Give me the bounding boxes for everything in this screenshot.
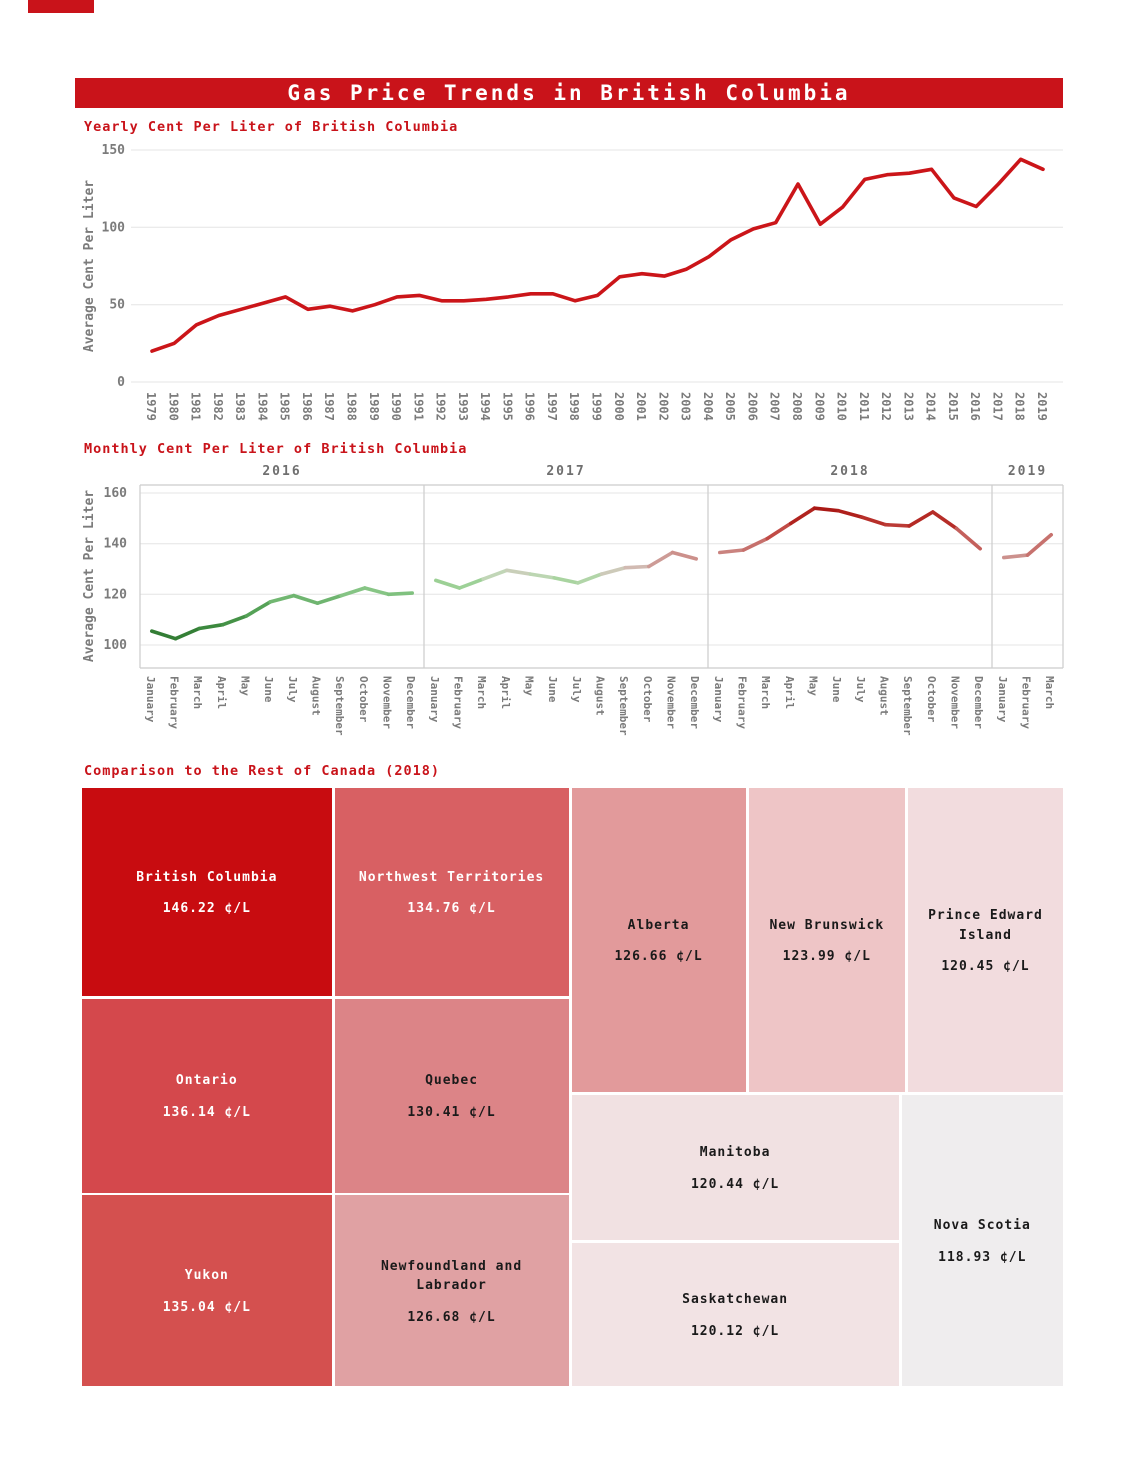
svg-text:March: March xyxy=(191,676,205,710)
treemap-cell-prince-edward-island xyxy=(908,788,1063,1092)
treemap-cell-value: 136.14 ¢/L xyxy=(162,1104,251,1120)
svg-text:1981: 1981 xyxy=(188,392,203,421)
treemap-cell-nova-scotia xyxy=(902,1095,1063,1386)
svg-text:February: February xyxy=(451,676,465,729)
svg-text:January: January xyxy=(995,676,1009,723)
svg-text:1994: 1994 xyxy=(478,392,493,421)
svg-text:November: November xyxy=(380,676,394,729)
treemap-cell-quebec xyxy=(335,999,569,1193)
svg-text:1990: 1990 xyxy=(389,392,404,421)
treemap-cell-name: Newfoundland and Labrador xyxy=(380,1258,523,1294)
svg-text:1979: 1979 xyxy=(144,392,158,421)
svg-text:1993: 1993 xyxy=(455,392,470,421)
svg-text:2002: 2002 xyxy=(656,392,671,421)
facet-year-label: 2017 xyxy=(546,464,586,479)
svg-text:2015: 2015 xyxy=(945,392,960,421)
treemap-cell-value: 123.99 ¢/L xyxy=(782,949,871,965)
treemap-cell-name: Nova Scotia xyxy=(933,1218,1031,1234)
svg-text:2004: 2004 xyxy=(700,392,715,421)
treemap-cell-new-brunswick xyxy=(749,788,905,1092)
month-labels-2019 xyxy=(996,676,1056,729)
svg-text:2012: 2012 xyxy=(879,392,894,421)
treemap-cell-british-columbia xyxy=(82,788,332,996)
svg-text:120: 120 xyxy=(103,587,127,603)
svg-text:2007: 2007 xyxy=(767,392,782,421)
facet-year-label: 2019 xyxy=(1007,464,1048,479)
svg-text:February: February xyxy=(1019,676,1033,729)
svg-text:2017: 2017 xyxy=(990,392,1005,421)
svg-text:1985: 1985 xyxy=(277,392,292,421)
treemap-cell-value: 120.44 ¢/L xyxy=(690,1176,780,1192)
svg-text:1999: 1999 xyxy=(589,392,604,421)
treemap-title: Comparison to the Rest of Canada (2018) xyxy=(84,763,440,779)
svg-text:May: May xyxy=(522,676,536,696)
svg-text:March: March xyxy=(759,676,773,710)
svg-text:April: April xyxy=(214,676,228,710)
svg-text:160: 160 xyxy=(103,486,127,502)
svg-text:October: October xyxy=(640,676,654,723)
svg-text:May: May xyxy=(806,676,820,696)
facet-borders xyxy=(140,485,1063,668)
monthly-trend-line-2017 xyxy=(436,553,696,589)
treemap-cell-name: Manitoba xyxy=(699,1145,771,1161)
yearly-x-tick-labels xyxy=(144,392,1049,421)
svg-text:1992: 1992 xyxy=(433,392,448,421)
svg-text:0: 0 xyxy=(117,375,125,390)
svg-text:July: July xyxy=(285,676,299,703)
svg-text:2016: 2016 xyxy=(968,392,983,421)
svg-text:September: September xyxy=(333,676,347,736)
facet-year-label: 2018 xyxy=(830,464,870,479)
svg-text:July: July xyxy=(569,676,583,703)
svg-text:2011: 2011 xyxy=(856,392,871,421)
treemap-cell-name: Alberta xyxy=(627,917,690,933)
treemap-cell-name: British Columbia xyxy=(136,869,278,885)
svg-text:1982: 1982 xyxy=(210,392,225,421)
svg-text:1980: 1980 xyxy=(166,392,181,421)
monthly-trend-line-2016 xyxy=(152,588,412,639)
svg-text:June: June xyxy=(546,676,560,703)
monthly-y-tick-labels xyxy=(104,486,128,653)
monthly-trend-line-2018 xyxy=(720,508,980,552)
yearly-y-tick-labels xyxy=(102,143,126,390)
svg-text:August: August xyxy=(877,676,891,716)
svg-text:50: 50 xyxy=(109,297,125,313)
yearly-chart-title: Yearly Cent Per Liter of British Columbia xyxy=(84,119,459,135)
treemap-cell-value: 120.45 ¢/L xyxy=(941,959,1030,975)
svg-text:January: January xyxy=(711,676,725,723)
svg-text:August: August xyxy=(593,676,607,716)
treemap-cell-name: Ontario xyxy=(175,1073,238,1089)
svg-text:April: April xyxy=(498,676,512,710)
yearly-line-chart xyxy=(75,138,1065,438)
treemap-cell-value: 135.04 ¢/L xyxy=(162,1299,251,1315)
svg-text:June: June xyxy=(262,676,276,703)
treemap-cell-value: 126.68 ¢/L xyxy=(407,1309,496,1325)
svg-text:1998: 1998 xyxy=(567,392,582,421)
treemap-cell-saskatchewan xyxy=(572,1243,899,1386)
treemap-cell-ontario xyxy=(82,999,332,1193)
svg-text:1983: 1983 xyxy=(233,392,248,421)
svg-text:150: 150 xyxy=(101,143,125,158)
svg-text:100: 100 xyxy=(101,220,125,236)
svg-text:1995: 1995 xyxy=(500,392,515,421)
treemap-cell-name: New Brunswick xyxy=(769,917,885,933)
svg-text:March: March xyxy=(475,676,489,710)
canada-price-treemap xyxy=(82,788,1063,1386)
title-banner xyxy=(75,78,1063,108)
svg-text:February: February xyxy=(735,676,749,729)
treemap-cell-value: 126.66 ¢/L xyxy=(614,949,703,965)
treemap-cell-value: 146.22 ¢/L xyxy=(162,901,251,917)
svg-text:2010: 2010 xyxy=(834,392,849,421)
month-labels-2016 xyxy=(144,676,417,736)
page-title: Gas Price Trends in British Columbia xyxy=(287,81,851,105)
svg-text:2000: 2000 xyxy=(611,392,626,421)
month-labels-2017 xyxy=(428,676,701,736)
svg-text:December: December xyxy=(688,676,702,729)
svg-text:August: August xyxy=(309,676,323,716)
svg-text:1997: 1997 xyxy=(544,392,559,421)
monthly-trend-line-2019 xyxy=(1004,535,1051,558)
facet-year-label: 2016 xyxy=(262,464,302,479)
treemap-cell-value: 118.93 ¢/L xyxy=(938,1249,1027,1265)
svg-text:1986: 1986 xyxy=(299,392,314,421)
svg-text:May: May xyxy=(238,676,252,696)
svg-text:2013: 2013 xyxy=(901,392,916,421)
svg-text:December: December xyxy=(404,676,418,729)
svg-text:1991: 1991 xyxy=(411,392,426,421)
svg-text:2008: 2008 xyxy=(789,392,804,421)
svg-text:September: September xyxy=(617,676,631,736)
treemap-cell-value: 130.41 ¢/L xyxy=(407,1104,496,1120)
svg-text:1984: 1984 xyxy=(255,392,270,421)
treemap-cell-name: Saskatchewan xyxy=(682,1292,789,1308)
svg-text:1987: 1987 xyxy=(322,392,337,421)
treemap-cell-newfoundland-and-labrador xyxy=(335,1195,569,1386)
monthly-chart-title: Monthly Cent Per Liter of British Columbia xyxy=(84,441,468,457)
treemap-cell-alberta xyxy=(572,788,746,1092)
corner-red-mark xyxy=(28,0,94,13)
monthly-faceted-line-chart xyxy=(75,458,1065,762)
svg-text:2018: 2018 xyxy=(1012,392,1027,421)
yearly-grid xyxy=(131,150,1063,382)
svg-text:February: February xyxy=(167,676,181,729)
treemap-cell-yukon xyxy=(82,1195,332,1386)
svg-text:January: January xyxy=(427,676,441,723)
svg-text:100: 100 xyxy=(103,638,127,653)
treemap-cell-value: 134.76 ¢/L xyxy=(407,901,496,917)
treemap-cell-name: Quebec xyxy=(425,1073,479,1089)
svg-text:2006: 2006 xyxy=(745,392,760,421)
svg-text:2003: 2003 xyxy=(678,392,693,421)
svg-text:2014: 2014 xyxy=(923,392,938,421)
svg-text:October: October xyxy=(924,676,938,723)
svg-text:December: December xyxy=(972,676,986,729)
monthly-y-axis-label: Average Cent Per Liter xyxy=(82,489,97,663)
treemap-cell-manitoba xyxy=(572,1095,899,1240)
svg-text:January: January xyxy=(143,676,157,723)
svg-text:June: June xyxy=(830,676,844,703)
svg-text:1988: 1988 xyxy=(344,392,359,421)
svg-text:2009: 2009 xyxy=(812,392,827,421)
svg-text:2019: 2019 xyxy=(1035,392,1049,421)
month-labels-2018 xyxy=(712,676,985,736)
treemap-cell-name: Yukon xyxy=(184,1268,229,1284)
yearly-y-axis-label: Average Cent Per Liter xyxy=(82,179,97,353)
svg-text:1996: 1996 xyxy=(522,392,537,421)
svg-text:July: July xyxy=(853,676,867,703)
svg-text:2001: 2001 xyxy=(634,392,649,421)
svg-text:September: September xyxy=(901,676,915,736)
treemap-cell-value: 120.12 ¢/L xyxy=(690,1323,780,1339)
svg-text:2005: 2005 xyxy=(723,392,738,421)
yearly-trend-line xyxy=(152,159,1043,351)
treemap-cell-name: Prince Edward Island xyxy=(928,908,1043,943)
svg-text:1989: 1989 xyxy=(366,392,381,421)
treemap-cell-northwest-territories xyxy=(335,788,569,996)
svg-text:November: November xyxy=(664,676,678,729)
svg-text:March: March xyxy=(1043,676,1057,710)
svg-text:April: April xyxy=(782,676,796,710)
svg-text:October: October xyxy=(356,676,370,723)
svg-text:140: 140 xyxy=(103,536,127,552)
treemap-cell-name: Northwest Territories xyxy=(358,869,545,885)
svg-text:November: November xyxy=(948,676,962,729)
